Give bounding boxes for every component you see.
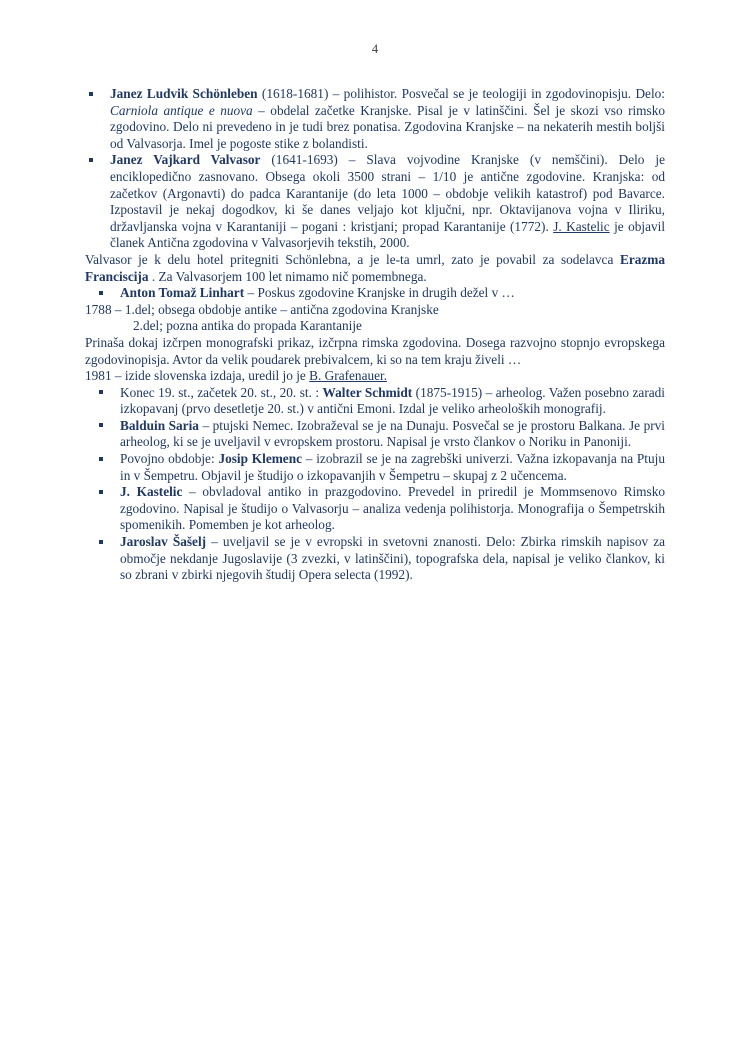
list-bullet-square-icon [99, 390, 103, 394]
paragraph-text [120, 484, 665, 534]
text-run: (1875-1915) – arheolog. Važen posebno zaradi izkopavanj (prvo desetletje 20. st.) v antični Emoni. Izdal je veliko arheoloških monografij. [120, 384, 665, 417]
bold-run: Balduin Saria [120, 417, 199, 433]
bold-run: Walter Schmidt [322, 384, 413, 400]
bold-run: Janez Ludvik Schönleben [110, 86, 258, 101]
list-bullet-square-icon [99, 540, 103, 544]
paragraph-schonleben [85, 86, 665, 152]
underlined-run: B. Grafenauer. [309, 368, 388, 384]
text-run: Prinaša dokaj izčrpen monografski prikaz, izčrpna rimska zgodovina. Dosega razvojno stopnjo evropskega zgodovinopisja. Avtor da velik poudarek prebivalcem, ki so na tem kraju živeli … [85, 334, 665, 367]
paragraph-text [85, 302, 439, 317]
paragraph-kastelic [85, 484, 665, 534]
text-run: 1981 – izide slovenska izdaja, uredil jo je [85, 368, 310, 384]
paragraph-text [85, 252, 665, 284]
paragraph-linhart-2del [85, 318, 665, 335]
list-bullet-square-icon [89, 158, 93, 162]
paragraph-text [120, 418, 665, 451]
text-run: . Za Valvasorjem 100 let nimamo nič pomembnega. [148, 268, 427, 284]
text-run: (1641-1693) – Slava vojvodine Kranjske (v nemščini). Delo je enciklopedično zasnovano. Obsega okoli 3500 strani – 1/10 je antične zgodovine. Kranjska: od začetkov (Argonavti) do padca Karantanije (do leta 1000 – obdobje velikih katastrof) pod Bavarce. Izpostavil je nekaj dogodkov, ki še danes veljajo kot ključni, npr. Oktavijanova vojna v Iliriku, državljanska vojna v Karantaniji – pogani : kristjani; propad Karantanije (1772). [110, 152, 665, 234]
list-bullet-square-icon [99, 423, 103, 427]
text-run: 2.del; pozna antika do propada Karantanije [133, 318, 362, 334]
list-bullet-square-icon [99, 457, 103, 461]
paragraph-grafenauer [85, 368, 665, 385]
paragraph-text [85, 335, 665, 367]
underlined-run: J. Kastelic [553, 218, 610, 234]
text-run: Konec 19. st., začetek 20. st., 20. st. : [120, 384, 323, 400]
paragraph-valvasor [85, 152, 665, 252]
bold-run: Josip Klemenc [218, 451, 302, 467]
text-run: (1618-1681) – polihistor. Posvečal se je teologiji in zgodovinopisju. Delo: [257, 86, 665, 101]
paragraph-text [110, 86, 665, 152]
list-bullet-square-icon [89, 92, 93, 96]
paragraph-schmidt [85, 385, 665, 418]
paragraph-text [120, 285, 665, 302]
bold-run: Jaroslav Šašelj [120, 534, 207, 550]
text-run: – Poskus zgodovine Kranjske in drugih dežel v … [244, 285, 515, 301]
paragraph-linhart-desc [85, 335, 665, 368]
paragraph-saria [85, 418, 665, 451]
text-run: – obdelal začetke Kranjske. Pisal je v latinščini. Šel je skozi vso rimsko zgodovino. Delo ni prevedeno in je tudi brez ponatisa. Zgodovina Kranjske – na nekaterih mestih boljši od Valvasorja. Imel je pogoste stike z bolandisti. [110, 102, 665, 151]
bold-run: Janez Vajkard Valvasor [110, 152, 261, 168]
paragraph-text [133, 318, 362, 333]
bold-run: J. Kastelic [120, 484, 183, 500]
text-run: Povojno obdobje: [120, 451, 219, 467]
list-bullet-square-icon [99, 490, 103, 494]
paragraph-linhart [85, 285, 665, 302]
document-body [85, 86, 665, 584]
text-run: – izobrazil se je na zagrebški univerzi. Važna izkopavanja na Ptuju in v Šempetru. Objavil je študijo o izkopavanjih v Šempetru – skupaj z 2 učencema. [120, 451, 665, 483]
paragraph-text [120, 385, 665, 418]
text-run: – ptujski Nemec. Izobraževal se je na Dunaju. Posvečal se je prostoru Balkana. Je prvi arheolog, ki se je uveljavil v evropskem prostoru. Napisal je vrsto člankov o Noriku in Panoniji. [120, 417, 665, 450]
list-bullet-square-icon [99, 291, 103, 295]
text-run: Valvasor je k delu hotel pritegniti Schönlebna, a je le-ta umrl, zato je povabil za sodelavca [85, 251, 620, 267]
paragraph-text [85, 368, 387, 383]
text-run: – uveljavil se je v evropski in svetovni znanosti. Delo: Zbirka rimskih napisov za območje nekdanje Jugoslavije (3 zvezki, v latinščini), topografska dela, napisal je veliko člankov, ki so zbrani v zbirki njegovih študij Opera selecta (1992). [120, 534, 665, 583]
paragraph-linhart-1788 [85, 302, 665, 319]
paragraph-text [120, 534, 665, 584]
text-run: 1788 – 1.del; obsega obdobje antike – antična zgodovina Kranjske [85, 301, 439, 317]
bold-run: Erazma Franciscija [85, 251, 665, 284]
paragraph-saselj [85, 534, 665, 584]
paragraph-text [120, 451, 665, 484]
bold-run: Anton Tomaž Linhart [120, 285, 245, 301]
text-run: – obvladoval antiko in prazgodovino. Prevedel in priredil je Mommsenovo Rimsko zgodovino. Napisal je študijo o Valvasorju – analiza vedenja polihistorja. Monografija o Šempetrskih spomenikih. Pomemben je kot arheolog. [120, 484, 665, 533]
paragraph-klemenc [85, 451, 665, 484]
italic-run: Carniola antique e nuova [110, 102, 253, 118]
page-number: 4 [371, 42, 379, 56]
paragraph-valvasor-note [85, 252, 665, 285]
paragraph-text [110, 152, 665, 252]
text-run: je objavil članek Antična zgodovina v Valvasorjevih tekstih, 2000. [110, 218, 666, 251]
